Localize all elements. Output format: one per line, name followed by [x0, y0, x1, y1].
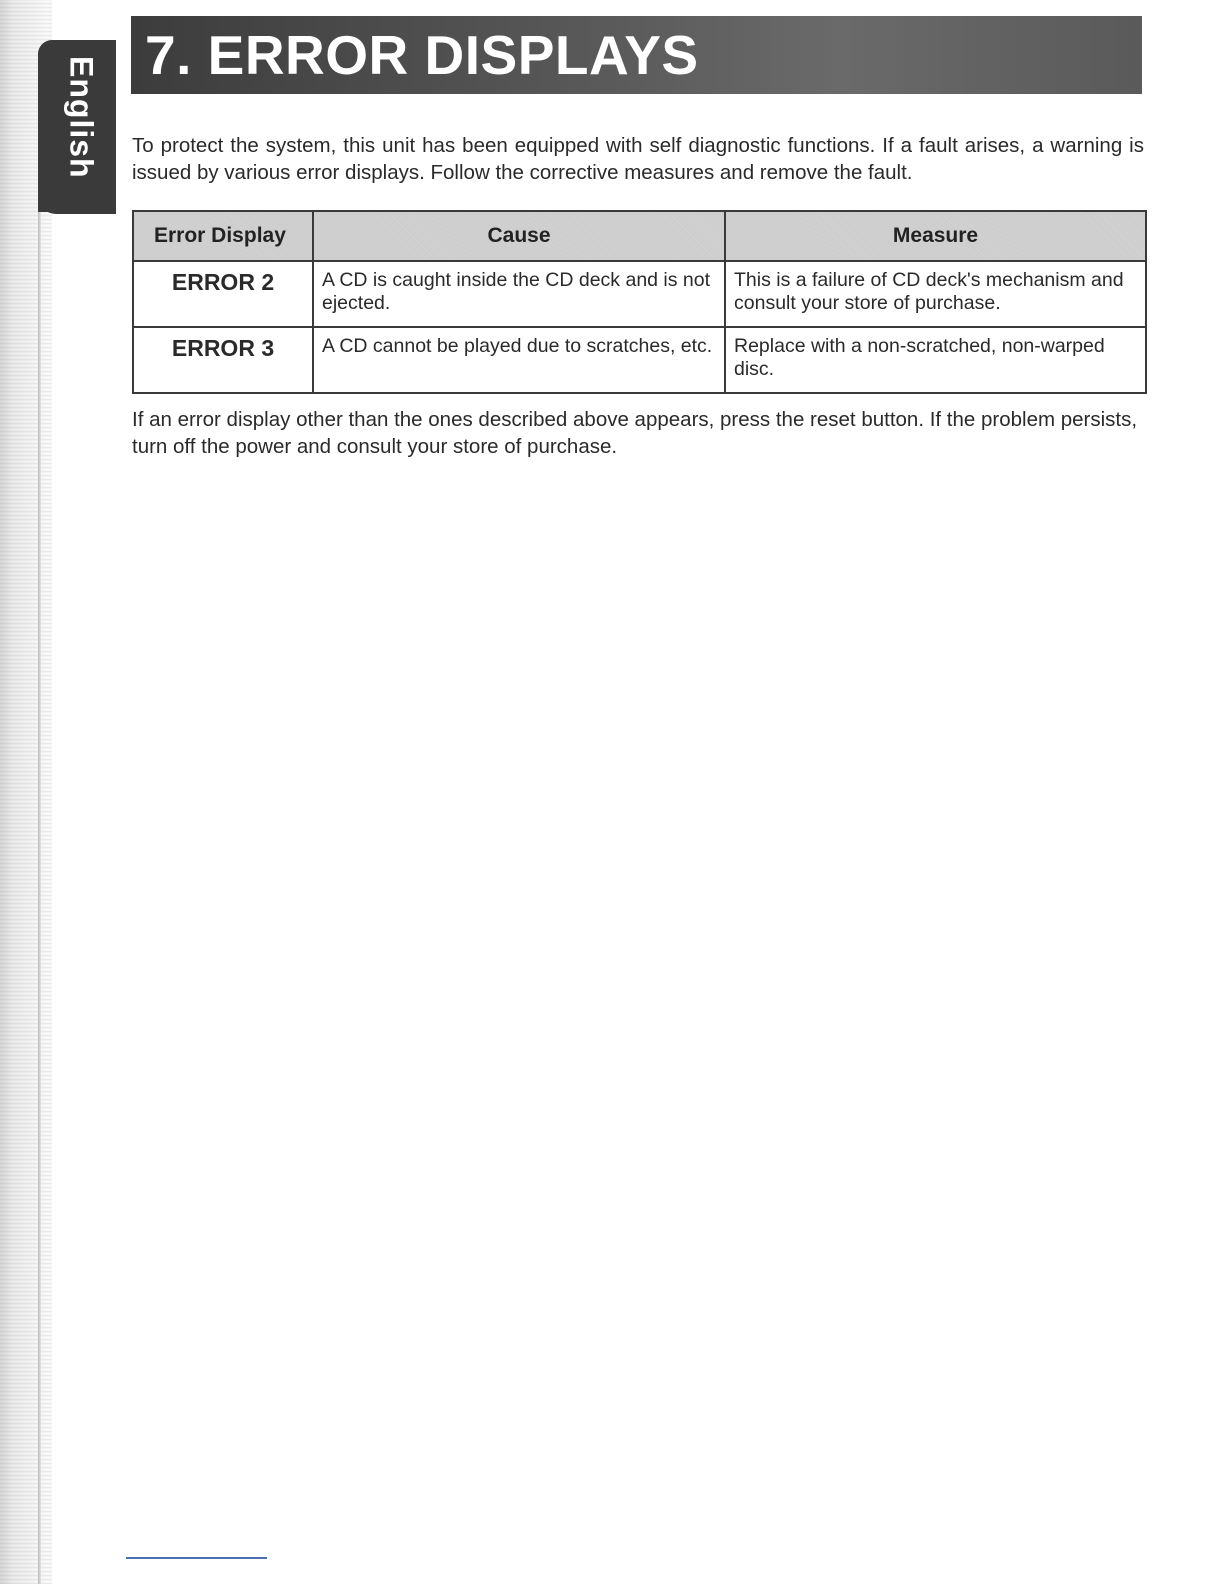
header-error-display: Error Display	[133, 211, 313, 261]
page-binding-edge	[0, 0, 52, 1584]
section-title: 7. ERROR DISPLAYS	[145, 24, 699, 86]
language-tab-label: English	[63, 56, 100, 179]
bottom-rule-line	[126, 1557, 267, 1559]
language-tab-corner	[38, 196, 116, 214]
footer-note: If an error display other than the ones described above appears, press the reset button. If the problem persists, turn off the power and consult your store of purchase.	[132, 408, 1138, 458]
header-measure: Measure	[725, 211, 1146, 261]
error-measure: Replace with a non-scratched, non-warped disc.	[725, 327, 1146, 393]
error-measure: This is a failure of CD deck's mechanism and consult your store of purchase.	[725, 261, 1146, 327]
header-cause: Cause	[313, 211, 725, 261]
binding-shadow-line	[38, 200, 41, 1584]
error-cause: A CD cannot be played due to scratches, etc.	[313, 327, 725, 393]
error-code: ERROR 3	[133, 327, 313, 393]
table-row	[133, 261, 1146, 327]
error-display-table	[132, 210, 1147, 394]
error-cause: A CD is caught inside the CD deck and is not ejected.	[313, 261, 725, 327]
table-header-row	[133, 211, 1146, 261]
error-code: ERROR 2	[133, 261, 313, 327]
intro-paragraph: To protect the system, this unit has been equipped with self diagnostic functions. If a fault arises, a warning is issued by various error displays. Follow the corrective measures and remove the fault.	[132, 134, 1144, 184]
table-row	[133, 327, 1146, 393]
section-title-bar	[131, 16, 1142, 94]
